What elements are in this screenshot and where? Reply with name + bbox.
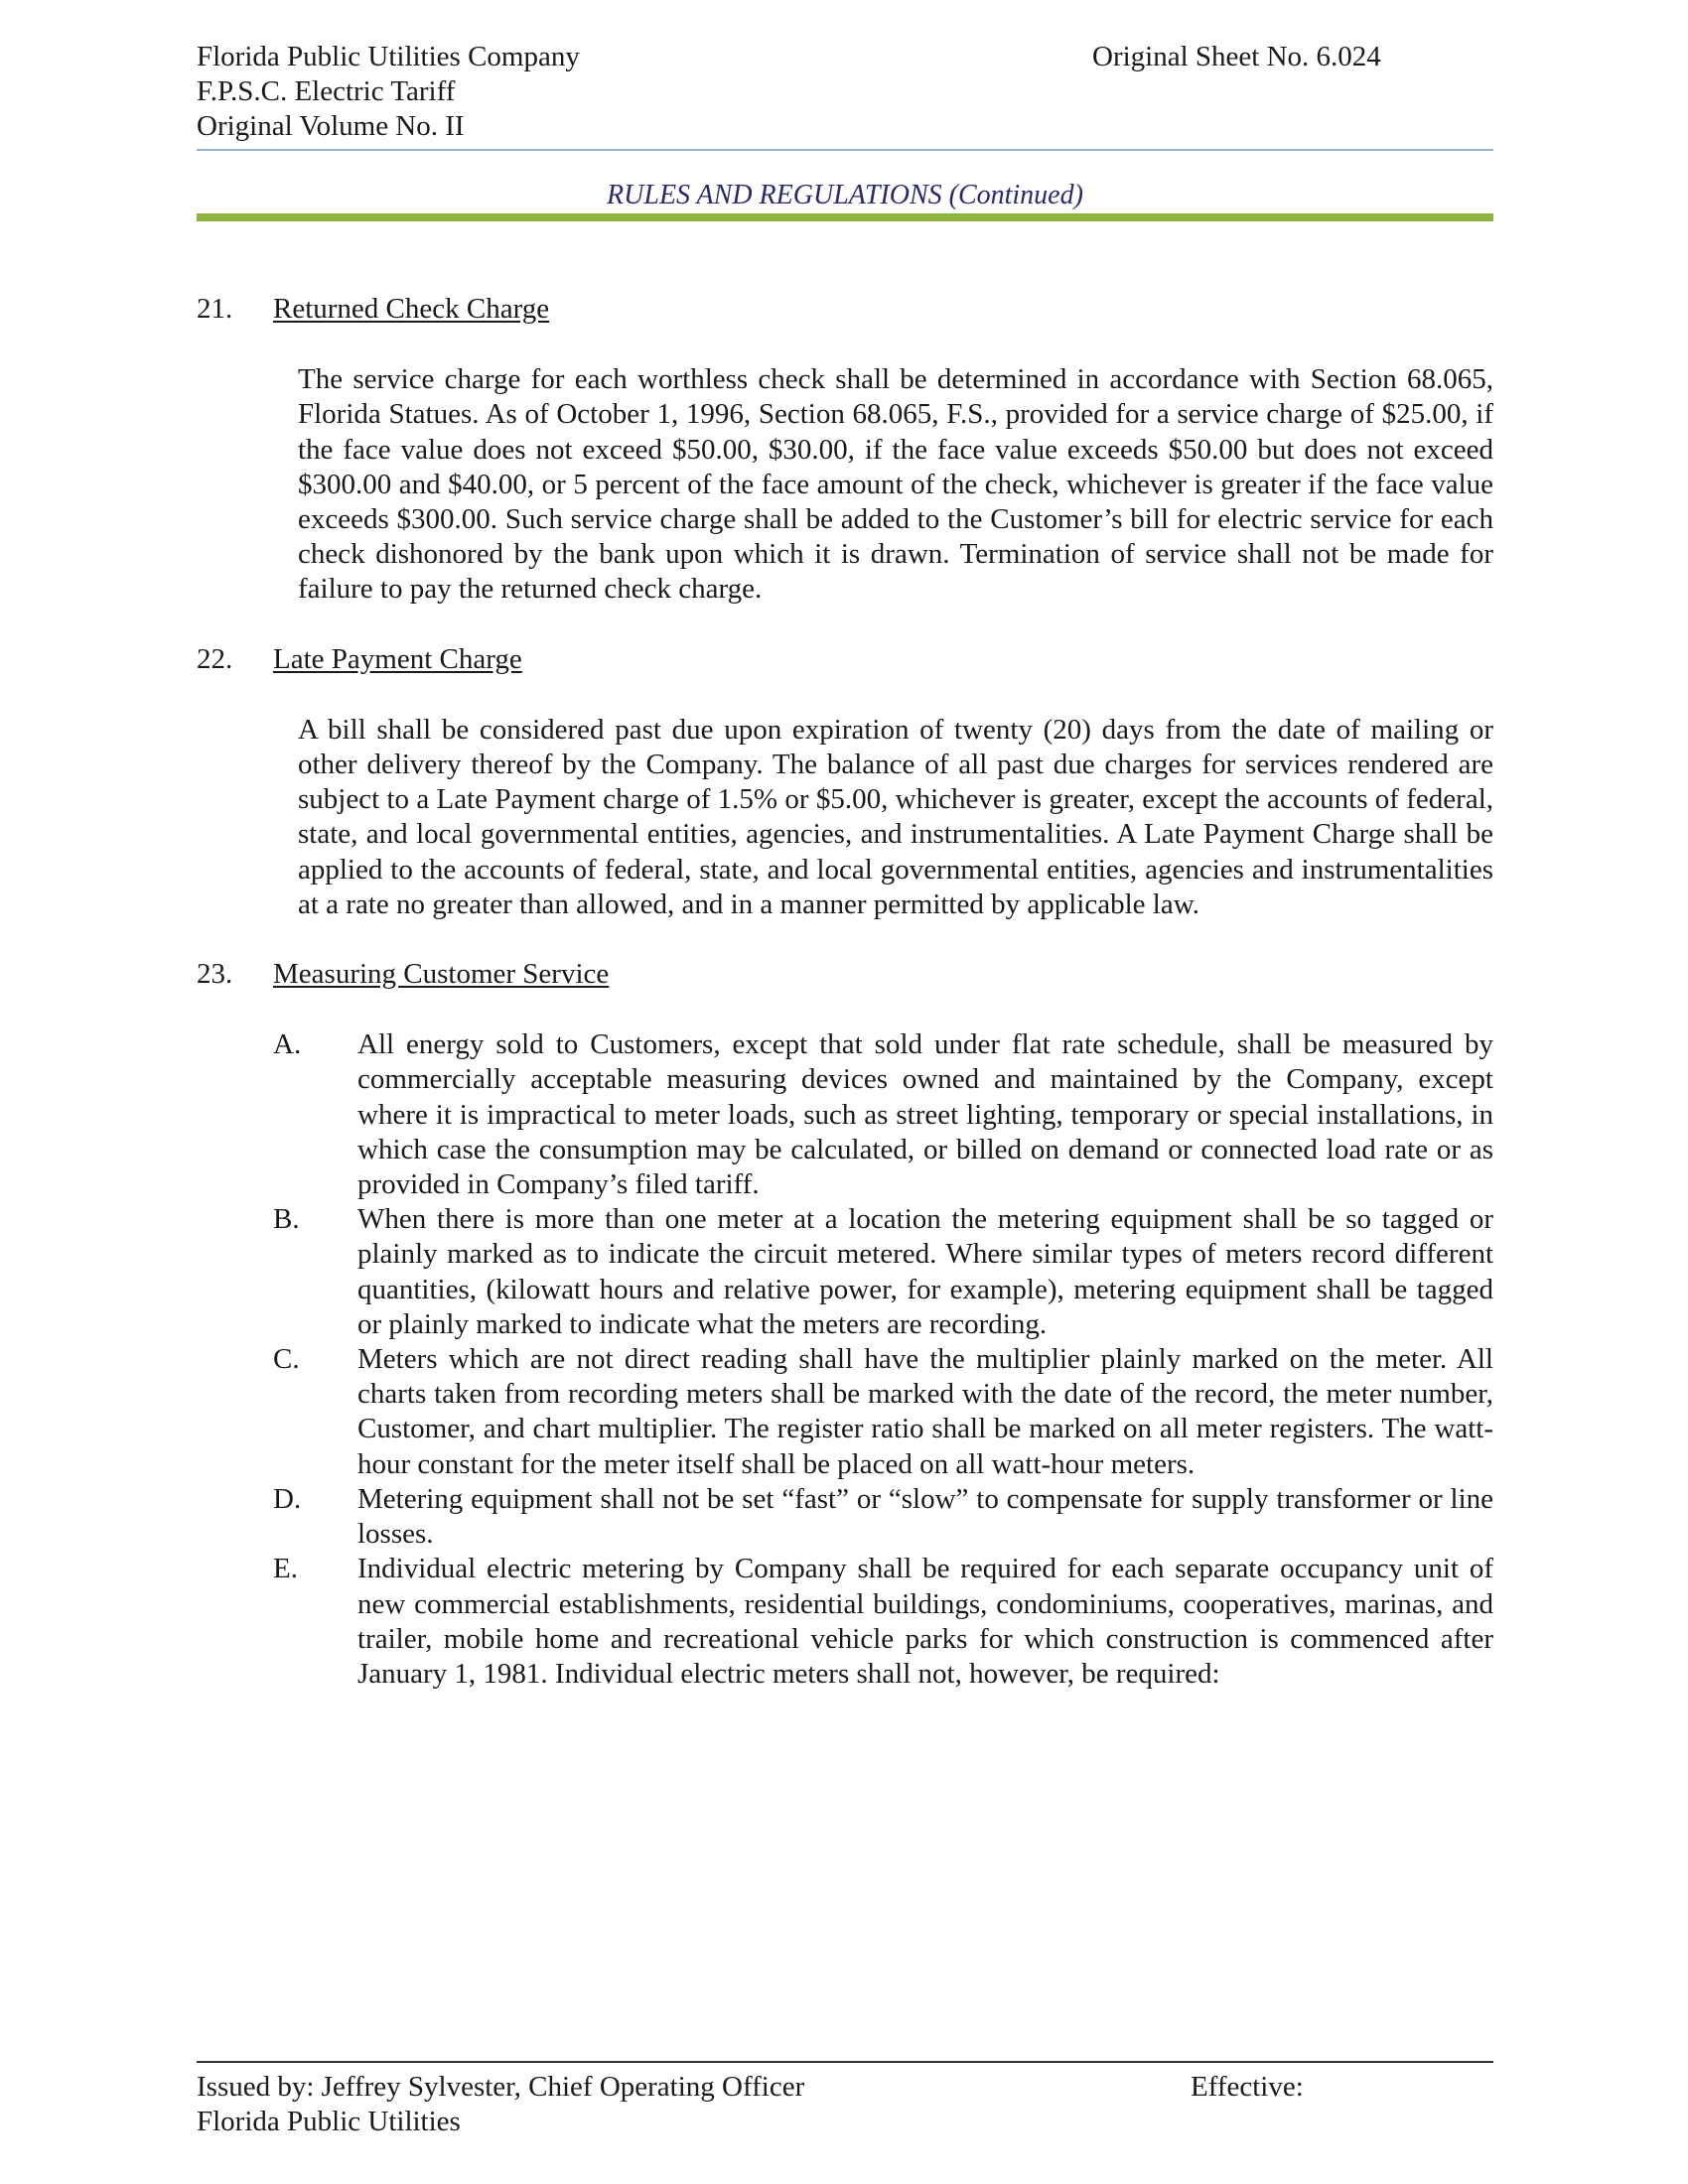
volume-label: Original Volume No. II xyxy=(197,110,465,142)
item-heading xyxy=(197,642,1493,677)
item-number: 23. xyxy=(197,958,233,991)
subitem-text: Individual electric metering by Company shall be required for each separate occupancy unit of new commercial establishments, residential buildings, condominiums, cooperatives, marinas, and trailer, mobile home and recreational vehicle parks for which construction is commenced after January 1, 1981. Individual electric meters shall not, however, be required: xyxy=(357,1553,1493,1690)
subitem-text: Meters which are not direct reading shall have the multiplier plainly marked on the meter. All charts taken from recording meters shall be marked with the date of the record, the meter number, Customer, and chart multiplier. The register ratio shall be marked on all meter registers. The watt-hour constant for the meter itself shall be placed on all watt-hour meters. xyxy=(357,1343,1493,1480)
subitem-text: All energy sold to Customers, except that sold under flat rate schedule, shall be measured by commercially acceptable measuring devices owned and maintained by the Company, except where it is impractical to meter loads, such as street lighting, temporary or special installations, in which case the consumption may be calculated, or billed on demand or connected load rate or as provided in Company’s filed tariff. xyxy=(357,1028,1493,1201)
subitem-a xyxy=(273,1027,1493,1202)
subitem-letter: D. xyxy=(273,1482,302,1515)
item-number: 22. xyxy=(197,642,233,675)
header-divider xyxy=(197,149,1493,151)
rule-item-21 xyxy=(197,292,1493,608)
subitem-text: When there is more than one meter at a location the metering equipment shall be so tagged or plainly marked as to indicate the circuit metered. Where similar types of meters record different quantities, (kilowatt hours and relative power, for example), metering equipment shall be tagged or plainly marked to indicate what the meters are recording. xyxy=(357,1203,1493,1340)
document-body xyxy=(197,292,1493,1692)
item-title: Measuring Customer Service xyxy=(273,958,610,991)
tariff-name: F.P.S.C. Electric Tariff xyxy=(197,75,456,107)
item-heading xyxy=(197,292,1493,327)
subitem-text: Metering equipment shall not be set “fast” or “slow” to compensate for supply transformer or line losses. xyxy=(357,1482,1493,1551)
subitem-list xyxy=(273,1027,1493,1692)
footer-divider xyxy=(197,2061,1493,2063)
subitem-letter: E. xyxy=(273,1553,298,1585)
item-paragraph: The service charge for each worthless check shall be determined in accordance with Section 68.065, Florida Statues. As of October 1, 1996, Section 68.065, F.S., provided for a service charge of $25.00, if the face value does not exceed $50.00, $30.00, if the face value exceeds $50.00 but does not exceed $300.00 and $40.00, or 5 percent of the face amount of the check, whichever is greater if the face value exceeds $300.00. Such service charge shall be added to the Customer’s bill for electric service for each check dishonored by the bank upon which it is drawn. Termination of service shall not be made for failure to pay the returned check charge. xyxy=(298,363,1493,606)
subitem-letter: A. xyxy=(273,1028,302,1061)
effective-label: Effective: xyxy=(1191,2071,1304,2103)
sheet-number: Original Sheet No. 6.024 xyxy=(1092,41,1381,72)
subitem-c xyxy=(273,1342,1493,1482)
item-number: 21. xyxy=(197,293,233,325)
subitem-b xyxy=(273,1202,1493,1342)
rule-item-22 xyxy=(197,642,1493,922)
company-name: Florida Public Utilities Company xyxy=(197,41,580,72)
item-title: Late Payment Charge xyxy=(273,642,522,675)
subitem-d xyxy=(273,1482,1493,1552)
item-title: Returned Check Charge xyxy=(273,293,550,325)
subitem-letter: B. xyxy=(273,1203,300,1236)
section-title: RULES AND REGULATIONS (Continued) xyxy=(607,180,1083,210)
subitem-letter: C. xyxy=(273,1343,300,1376)
section-title-divider xyxy=(197,213,1493,221)
rule-item-23 xyxy=(197,957,1493,1692)
issued-by: Issued by: Jeffrey Sylvester, Chief Operating Officer xyxy=(197,2071,805,2103)
issuer-organization: Florida Public Utilities xyxy=(197,2106,461,2137)
subitem-e xyxy=(273,1552,1493,1692)
item-paragraph: A bill shall be considered past due upon expiration of twenty (20) days from the date of mailing or other delivery thereof by the Company. The balance of all past due charges for services rendered are subject to a Late Payment charge of 1.5% or $5.00, whichever is greater, except the accounts of federal, state, and local governmental entities, agencies, and instrumentalities. A Late Payment Charge shall be applied to the accounts of federal, state, and local governmental entities, agencies and instrumentalities at a rate no greater than allowed, and in a manner permitted by applicable law. xyxy=(298,713,1493,920)
footer-issuer-block xyxy=(197,2070,804,2139)
header-company-block xyxy=(197,40,580,144)
item-heading xyxy=(197,957,1493,992)
